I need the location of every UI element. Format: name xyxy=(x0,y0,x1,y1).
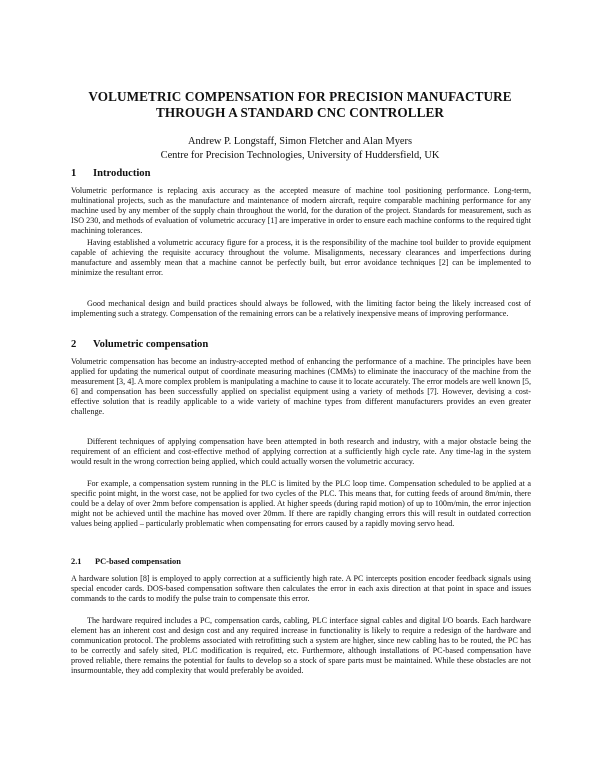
authors: Andrew P. Longstaff, Simon Fletcher and Alan Myers xyxy=(187,136,413,147)
paragraph-volcomp-1: Volumetric compensation has become an industry-accepted method of enhancing the performance of a machine. The principles have been applied for updating the numerical output of coordinate measuring machines (CMMs) to eliminate the inaccuracy of the machine from the measurement [3, 4]. A more complex problem is manipulating a machine to cause it to locate accurately. The error models are well known [5, 6] and compensation has been successfully applied on specialist equipment using a variety of methods [7]. However, devising a cost-effective solution that is readily applicable to a wide variety of machine types from different manufacturers provides an even greater challenge. xyxy=(71,357,531,417)
title-line-1: VOLUMETRIC COMPENSATION FOR PRECISION MANUFACTURE xyxy=(88,89,512,104)
section-heading-introduction xyxy=(71,167,151,180)
section-title: Volumetric compensation xyxy=(93,339,209,350)
paragraph-volcomp-3: For example, a compensation system running in the PLC is limited by the PLC loop time. Compensation scheduled to be applied at a specific point might, in the worst case, not be applied for two cycles of the PLC. This means that, for cutting feeds of around 8m/min, there could be a delay of over 2mm before compensation is applied. At higher speeds (during rapid motion) of up to 100m/min, the error injection might not be achieved until the machine has moved over 20mm. If there are rapidly changing errors this will result in outdated correction values being applied – particularly problematic when compensating for errors caused by a rapidly moving servo head. xyxy=(71,479,531,529)
subsection-title: PC-based compensation xyxy=(95,557,181,566)
subsection-heading-pc-based-compensation xyxy=(71,556,181,567)
affiliation: Centre for Precision Technologies, University of Huddersfield, UK xyxy=(160,150,440,161)
subsection-number: 2.1 xyxy=(71,557,82,566)
paragraph-intro-1: Volumetric performance is replacing axis accuracy as the accepted measure of machine tool positioning performance. Long-term, multinational projects, such as the manufacture and maintenance of modern aircraft, require comparable machining performance for any machine used by any member of the supply chain throughout the world, for the duration of the project. Standards for measurement, such as ISO 230, and methods of evaluation of volumetric accuracy [1] are imperative in order to ensure each machine conforms to the required tight machining tolerances. xyxy=(71,186,531,236)
section-heading-volumetric-compensation xyxy=(71,338,208,351)
section-number: 1 xyxy=(71,168,77,179)
paragraph-pc-2: The hardware required includes a PC, compensation cards, cabling, PLC interface signal cables and digital I/O boards. Each hardware element has an inherent cost and design cost and any required increase in functionality is likely to require a redesign of the hardware and communication protocol. The problems associated with retrofitting such a system are higher, since new cabling has to be routed, the PC has to be correctly and safely sited, PLC modification is required, etc. Furthermore, although installations of PC-based compensation have proved reliable, there remains the potential for faults to develop so a stock of spare parts must be maintained. While these obstacles are not insurmountable, they add complexity that would preferably be avoided. xyxy=(71,616,531,676)
paper-title xyxy=(60,89,540,121)
paragraph-intro-2: Having established a volumetric accuracy figure for a process, it is the responsibility of the machine tool builder to provide equipment capable of achieving the requisite accuracy throughout the volume. Misalignments, necessary clearances and imperfections during manufacture and assembly mean that a machine cannot be perfectly built, but error avoidance techniques [2] can be implemented to minimize the resultant error. xyxy=(71,238,531,278)
paragraph-pc-1: A hardware solution [8] is employed to apply correction at a sufficiently high rate. A PC intercepts position encoder feedback signals using special encoder cards. DOS-based compensation software then calculates the error in each axis direction at that point in space and issues commands to the cards to modify the pulse train to compensate this error. xyxy=(71,574,531,604)
paragraph-intro-3: Good mechanical design and build practices should always be followed, with the limiting factor being the likely increased cost of implementing such a strategy. Compensation of the remaining errors can be a relatively inexpensive means of improving performance. xyxy=(71,299,531,319)
title-line-2: THROUGH A STANDARD CNC CONTROLLER xyxy=(155,105,445,120)
section-title: Introduction xyxy=(93,168,151,179)
paragraph-volcomp-2: Different techniques of applying compensation have been attempted in both research and industry, with a major obstacle being the requirement of an efficient and cost-effective method of applying correction at a sufficiently high cycle rate. Any time-lag in the system would result in the wrong correction being applied, which could actually worsen the volumetric accuracy. xyxy=(71,437,531,467)
section-number: 2 xyxy=(71,339,77,350)
